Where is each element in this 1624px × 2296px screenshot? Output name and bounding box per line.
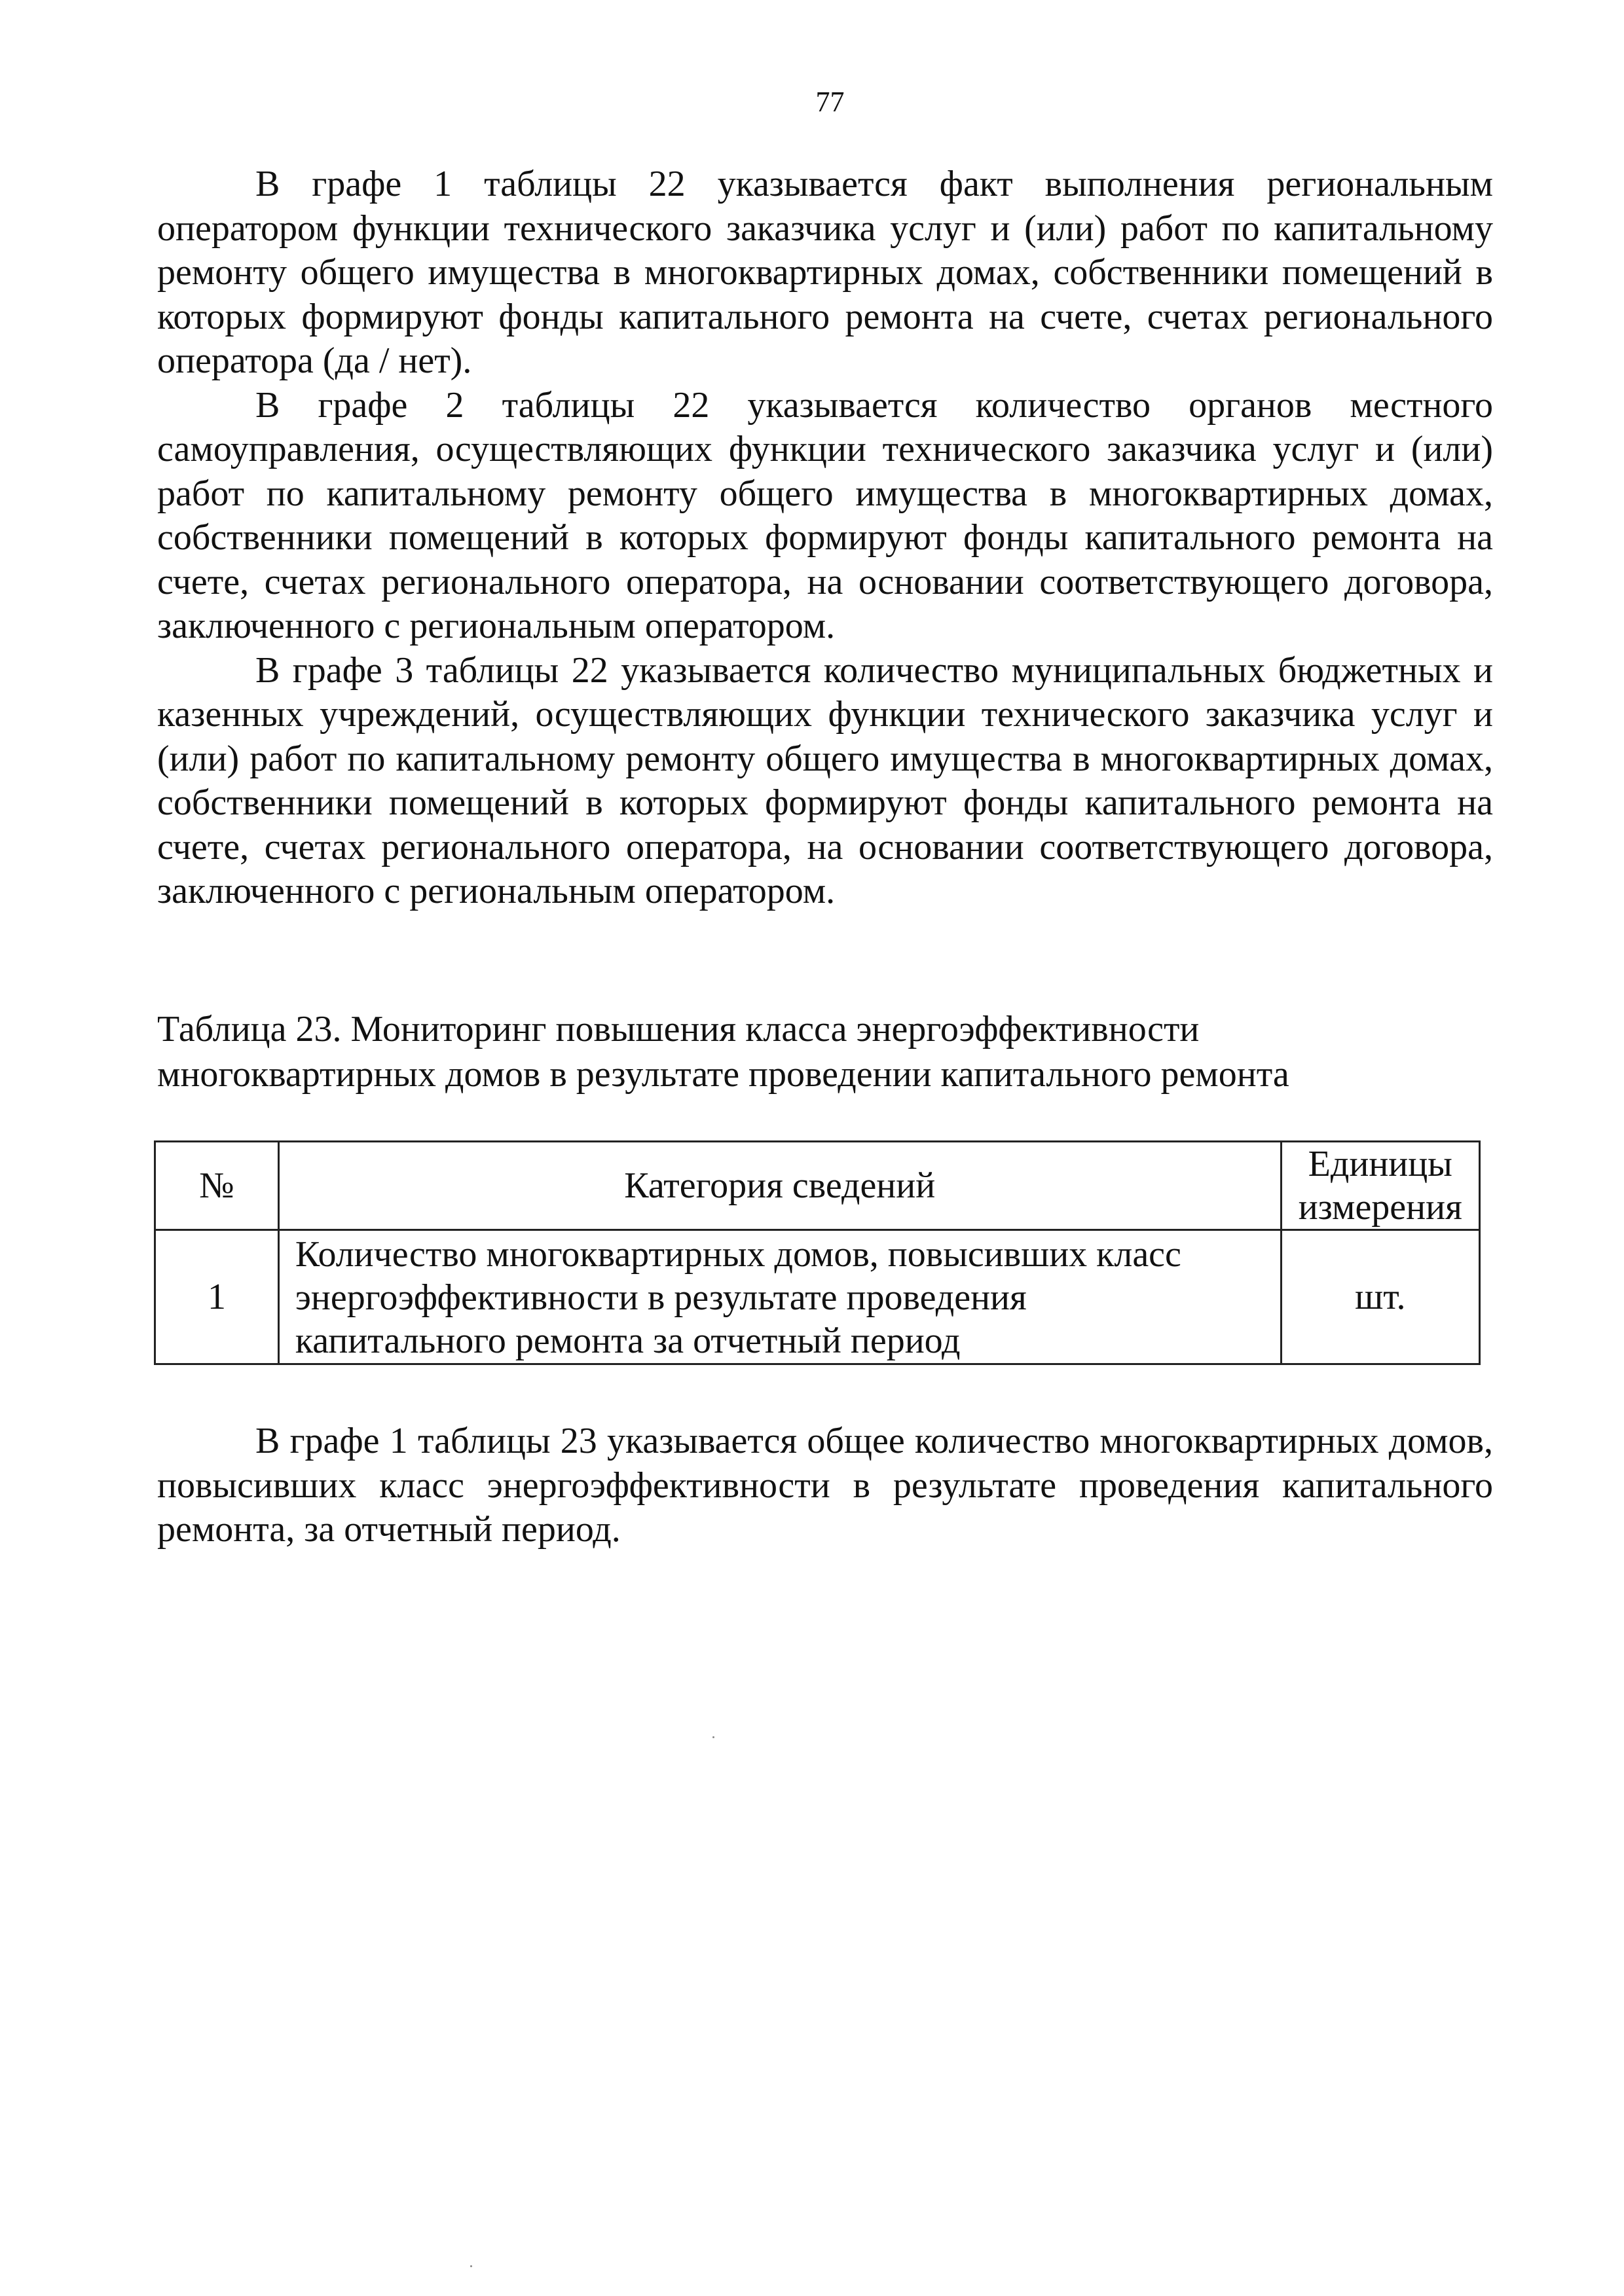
header-number: №	[155, 1142, 279, 1230]
row-category-line-1: Количество многоквартирных домов, повысивших класс	[295, 1234, 1181, 1275]
header-unit-line-2: измерения	[1298, 1187, 1462, 1228]
paragraph-table-23-column-1: В графе 1 таблицы 23 указывается общее количество многоквартирных домов, повысивших класс энергоэффективности в результате проведения капитального ремонта, за отчетный период.	[157, 1421, 1493, 1550]
page-number: 77	[815, 86, 845, 118]
header-category: Категория сведений	[278, 1142, 1281, 1230]
table-caption-line-2: многоквартирных домов в результате проведении капитального ремонта	[157, 1054, 1289, 1095]
monitoring-table	[154, 1140, 1481, 1365]
paragraph-column-1: В графе 1 таблицы 22 указывается факт выполнения региональным оператором функции технического заказчика услуг и (или) работ по капитальному ремонту общего имущества в многоквартирных домах, собственники помещений в которых формируют фонды капитального ремонта на счете, счетах регионального оператора (да / нет).	[157, 164, 1493, 381]
table-caption	[157, 1007, 1493, 1097]
row-number: 1	[155, 1230, 279, 1364]
header-unit-line-1: Единицы	[1308, 1144, 1452, 1184]
row-category-line-2: энергоэффективности в результате проведения	[295, 1277, 1027, 1318]
body-text-lower	[157, 1419, 1493, 1552]
table-caption-line-1: Таблица 23. Мониторинг повышения класса энергоэффективности	[157, 1009, 1200, 1049]
row-category-line-3: капитального ремонта за отчетный период	[295, 1321, 961, 1361]
scan-speck	[470, 2265, 472, 2267]
header-unit	[1281, 1142, 1479, 1230]
table-row	[155, 1230, 1480, 1364]
scan-speck	[712, 1736, 714, 1738]
row-unit: шт.	[1281, 1230, 1479, 1364]
table-header-row	[155, 1142, 1480, 1230]
body-text-upper	[157, 162, 1493, 914]
paragraph-column-3: В графе 3 таблицы 22 указывается количество муниципальных бюджетных и казенных учреждений, осуществляющих функции технического заказчика услуг и (или) работ по капитальному ремонту общего имущества в многоквартирных домах, собственники помещений в которых формируют фонды капитального ремонта на счете, счетах регионального оператора, на основании соответствующего договора, заключенного с региональным оператором.	[157, 649, 1493, 911]
paragraph-column-2: В графе 2 таблицы 22 указывается количество органов местного самоуправления, осуществляющих функции технического заказчика услуг и (или) работ по капитальному ремонту общего имущества в многоквартирных домах, собственники помещений в которых формируют фонды капитального ремонта на счете, счетах регионального оператора, на основании соответствующего договора, заключенного с региональным оператором.	[157, 384, 1493, 646]
row-category	[278, 1230, 1281, 1364]
